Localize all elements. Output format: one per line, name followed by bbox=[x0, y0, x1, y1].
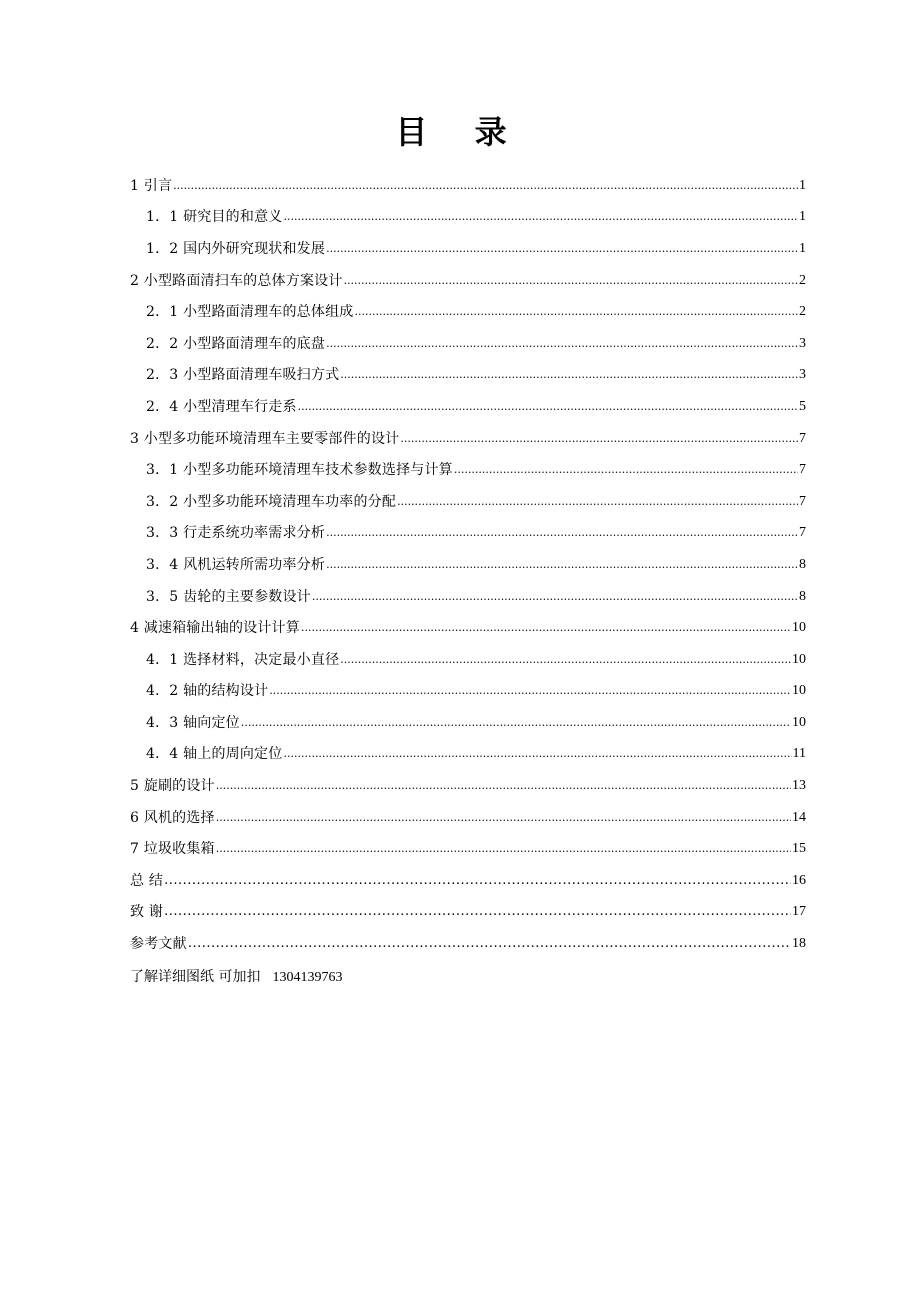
toc-dot-leader bbox=[312, 587, 798, 607]
toc-entry[interactable] bbox=[130, 676, 806, 708]
toc-entry-label: 5 旋刷的设计 bbox=[130, 778, 215, 795]
toc-entry-page-number: 7 bbox=[799, 462, 806, 478]
contact-note bbox=[130, 967, 342, 988]
toc-dot-leader bbox=[354, 302, 798, 322]
toc-dot-leader bbox=[164, 902, 791, 922]
toc-entry[interactable] bbox=[130, 328, 806, 360]
toc-entry-page-number: 2 bbox=[799, 304, 806, 320]
toc-dot-leader bbox=[269, 681, 791, 701]
toc-dot-leader bbox=[283, 744, 791, 764]
toc-dot-leader bbox=[326, 555, 798, 575]
toc-dot-leader bbox=[241, 713, 791, 733]
toc-entry-label: 4．3 轴向定位 bbox=[146, 714, 240, 731]
toc-entry[interactable] bbox=[130, 897, 806, 929]
toc-entry-page-number: 1 bbox=[799, 177, 806, 193]
toc-entry-label: 1．1 研究目的和意义 bbox=[146, 209, 283, 226]
toc-entry[interactable] bbox=[130, 391, 806, 423]
toc-entry-page-number: 18 bbox=[792, 936, 806, 952]
toc-dot-leader bbox=[340, 650, 791, 670]
toc-entry[interactable] bbox=[130, 644, 806, 676]
toc-entry-page-number: 1 bbox=[799, 240, 806, 256]
toc-entry[interactable] bbox=[130, 233, 806, 265]
toc-entry[interactable] bbox=[130, 770, 806, 802]
toc-dot-leader bbox=[326, 239, 798, 259]
toc-entry-label: 参考文献 bbox=[130, 936, 187, 953]
toc-entry-label: 3．3 行走系统功率需求分析 bbox=[146, 525, 326, 542]
toc-entry-page-number: 2 bbox=[799, 272, 806, 288]
toc-entry-page-number: 11 bbox=[792, 746, 806, 762]
toc-entry-label: 2．2 小型路面清理车的底盘 bbox=[146, 335, 326, 352]
toc-dot-leader bbox=[301, 618, 791, 638]
toc-entry-label: 4．1 选择材料，决定最小直径 bbox=[146, 651, 340, 668]
toc-entry-page-number: 3 bbox=[799, 367, 806, 383]
toc-dot-leader bbox=[400, 429, 798, 449]
toc-entry[interactable] bbox=[130, 581, 806, 613]
toc-dot-leader bbox=[216, 808, 791, 828]
toc-entry[interactable] bbox=[130, 423, 806, 455]
toc-entry-label: 2．4 小型清理车行走系 bbox=[146, 398, 297, 415]
toc-entry[interactable] bbox=[130, 612, 806, 644]
toc-dot-leader bbox=[397, 492, 798, 512]
toc-entry-label: 4．4 轴上的周向定位 bbox=[146, 746, 283, 763]
toc-entry-label: 4．2 轴的结构设计 bbox=[146, 683, 269, 700]
toc-entry-label: 致 谢 bbox=[130, 904, 164, 921]
toc-entry-label: 3．2 小型多功能环境清理车功率的分配 bbox=[146, 493, 397, 510]
toc-entry-label: 3．1 小型多功能环境清理车技术参数选择与计算 bbox=[146, 462, 453, 479]
toc-entry-page-number: 5 bbox=[799, 398, 806, 414]
toc-entry[interactable] bbox=[130, 454, 806, 486]
toc-entry[interactable] bbox=[130, 360, 806, 392]
toc-dot-leader bbox=[298, 397, 798, 417]
toc-entry-page-number: 8 bbox=[799, 588, 806, 604]
table-of-contents bbox=[130, 170, 806, 960]
toc-entry-label: 2．3 小型路面清理车吸扫方式 bbox=[146, 367, 340, 384]
toc-entry-page-number: 15 bbox=[792, 841, 806, 857]
page-title: 目 录 bbox=[395, 113, 525, 151]
toc-entry-label: 2 小型路面清扫车的总体方案设计 bbox=[130, 272, 343, 289]
toc-entry-label: 3．5 齿轮的主要参数设计 bbox=[146, 588, 311, 605]
toc-entry-page-number: 3 bbox=[799, 335, 806, 351]
toc-entry-page-number: 10 bbox=[792, 683, 806, 699]
toc-entry-page-number: 17 bbox=[792, 904, 806, 920]
toc-entry[interactable] bbox=[130, 802, 806, 834]
toc-dot-leader bbox=[326, 523, 798, 543]
toc-entry[interactable] bbox=[130, 296, 806, 328]
toc-dot-leader bbox=[164, 871, 791, 891]
toc-entry-page-number: 7 bbox=[799, 430, 806, 446]
toc-entry[interactable] bbox=[130, 833, 806, 865]
toc-entry-page-number: 7 bbox=[799, 493, 806, 509]
toc-entry-page-number: 10 bbox=[792, 651, 806, 667]
toc-entry[interactable] bbox=[130, 486, 806, 518]
toc-dot-leader bbox=[188, 934, 791, 954]
toc-entry[interactable] bbox=[130, 865, 806, 897]
toc-entry[interactable] bbox=[130, 928, 806, 960]
toc-entry[interactable] bbox=[130, 549, 806, 581]
toc-entry-label: 3．4 风机运转所需功率分析 bbox=[146, 556, 326, 573]
toc-dot-leader bbox=[340, 365, 798, 385]
toc-entry-page-number: 7 bbox=[799, 525, 806, 541]
toc-dot-leader bbox=[173, 176, 798, 196]
toc-dot-leader bbox=[283, 207, 798, 227]
toc-entry-page-number: 10 bbox=[792, 714, 806, 730]
toc-entry-label: 7 垃圾收集箱 bbox=[130, 841, 215, 858]
toc-entry-label: 2．1 小型路面清理车的总体组成 bbox=[146, 304, 354, 321]
toc-entry[interactable] bbox=[130, 518, 806, 550]
toc-entry-label: 3 小型多功能环境清理车主要零部件的设计 bbox=[130, 430, 400, 447]
toc-entry-page-number: 8 bbox=[799, 556, 806, 572]
toc-entry[interactable] bbox=[130, 202, 806, 234]
toc-entry[interactable] bbox=[130, 265, 806, 297]
toc-entry[interactable] bbox=[130, 170, 806, 202]
toc-dot-leader bbox=[216, 839, 791, 859]
toc-entry-page-number: 1 bbox=[799, 209, 806, 225]
toc-dot-leader bbox=[454, 460, 798, 480]
toc-dot-leader bbox=[344, 271, 798, 291]
toc-entry-page-number: 13 bbox=[792, 778, 806, 794]
toc-entry-label: 4 减速箱输出轴的设计计算 bbox=[130, 620, 300, 637]
toc-entry[interactable] bbox=[130, 707, 806, 739]
contact-phone: 1304139763 bbox=[272, 970, 343, 985]
toc-entry-page-number: 16 bbox=[792, 872, 806, 888]
toc-entry[interactable] bbox=[130, 739, 806, 771]
toc-entry-label: 1 引言 bbox=[130, 177, 173, 194]
toc-entry-page-number: 14 bbox=[792, 809, 806, 825]
toc-dot-leader bbox=[216, 776, 791, 796]
toc-entry-label: 总 结 bbox=[130, 872, 164, 889]
toc-dot-leader bbox=[326, 334, 798, 354]
contact-note-text: 了解详细图纸 可加扣 bbox=[130, 969, 261, 985]
toc-entry-label: 1．2 国内外研究现状和发展 bbox=[146, 240, 326, 257]
toc-entry-page-number: 10 bbox=[792, 620, 806, 636]
toc-entry-label: 6 风机的选择 bbox=[130, 809, 215, 826]
